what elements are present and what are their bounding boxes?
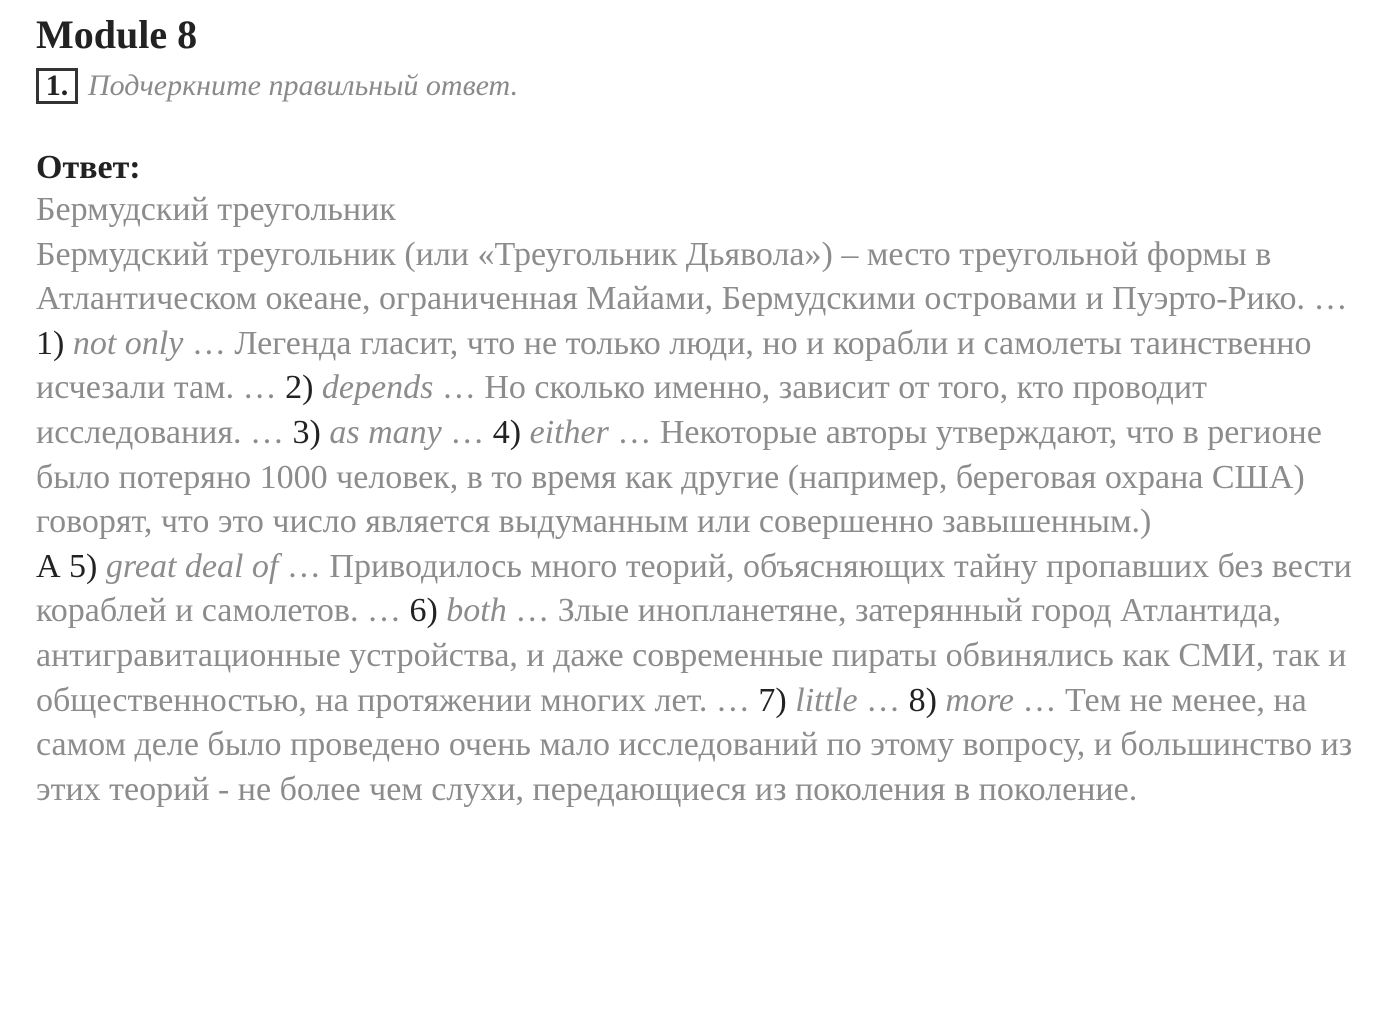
answer-word: depends bbox=[313, 369, 434, 407]
paragraph-text: … bbox=[441, 413, 493, 451]
paragraph-text: … Приводилось много теорий, объясняющих тайну пропавших без вести кораблей и самолетов. … bbox=[36, 547, 1352, 630]
answer-label: Ответ: bbox=[36, 149, 141, 186]
gap-number: 6) bbox=[409, 592, 438, 630]
gap-number: А 5) bbox=[36, 547, 98, 585]
document-page bbox=[36, 12, 1356, 812]
answer-word: great deal of bbox=[97, 547, 279, 585]
answer-word: not only bbox=[64, 324, 184, 362]
answer-word: both bbox=[437, 592, 507, 630]
paragraph-text: … Но сколько именно, зависит от того, кто проводит исследования. … bbox=[36, 369, 1207, 451]
module-title: Module 8 bbox=[36, 12, 198, 57]
answer-word: as many bbox=[320, 413, 442, 451]
paragraph-text: … Злые инопланетяне, затерянный город Атлантида, антигравитационные устройства, и даже современные пираты обвинялись как СМИ, так и общественностью, на протяжении многих лет. … bbox=[36, 592, 1347, 719]
gap-number: 3) bbox=[292, 413, 321, 451]
task-instruction: Подчеркните правильный ответ. bbox=[88, 69, 519, 102]
answer-paragraph-2 bbox=[36, 545, 1356, 813]
paragraph-text: Бермудский треугольник (или «Треугольник Дьявола») – место треугольной формы в Атлантическом океане, ограниченная Майами, Бермудскими островами и Пуэрто-Рико. … bbox=[36, 235, 1348, 318]
gap-number: 8) bbox=[908, 681, 937, 719]
gap-number: 2) bbox=[285, 369, 314, 407]
gap-number: 4) bbox=[492, 413, 522, 451]
answer-paragraph-1 bbox=[36, 233, 1356, 545]
paragraph-text: … bbox=[857, 681, 909, 719]
paragraph-text: … Некоторые авторы утверждают, что в регионе было потеряно 1000 человек, в то время как другие (например, береговая охрана США) говорят, что это число является выдуманным или совершенно завышенным.) bbox=[36, 413, 1322, 541]
answer-word: more bbox=[936, 681, 1015, 719]
task-number-box: 1. bbox=[36, 68, 78, 104]
gap-number: 1) bbox=[36, 324, 65, 362]
gap-number: 7) bbox=[758, 681, 787, 719]
text-title: Бермудский треугольник bbox=[36, 191, 396, 228]
paragraph-text: … Тем не менее, на самом деле было проведено очень мало исследований по этому вопросу, и большинство из этих теорий - не более чем слухи, передающиеся из поколения в поколение. bbox=[36, 681, 1353, 808]
task-row bbox=[36, 66, 1356, 106]
answer-word: either bbox=[521, 413, 609, 451]
paragraph-text: … Легенда гласит, что не только люди, но и корабли и самолеты таинственно исчезали там. … bbox=[36, 324, 1312, 407]
answer-word: little bbox=[786, 681, 858, 719]
